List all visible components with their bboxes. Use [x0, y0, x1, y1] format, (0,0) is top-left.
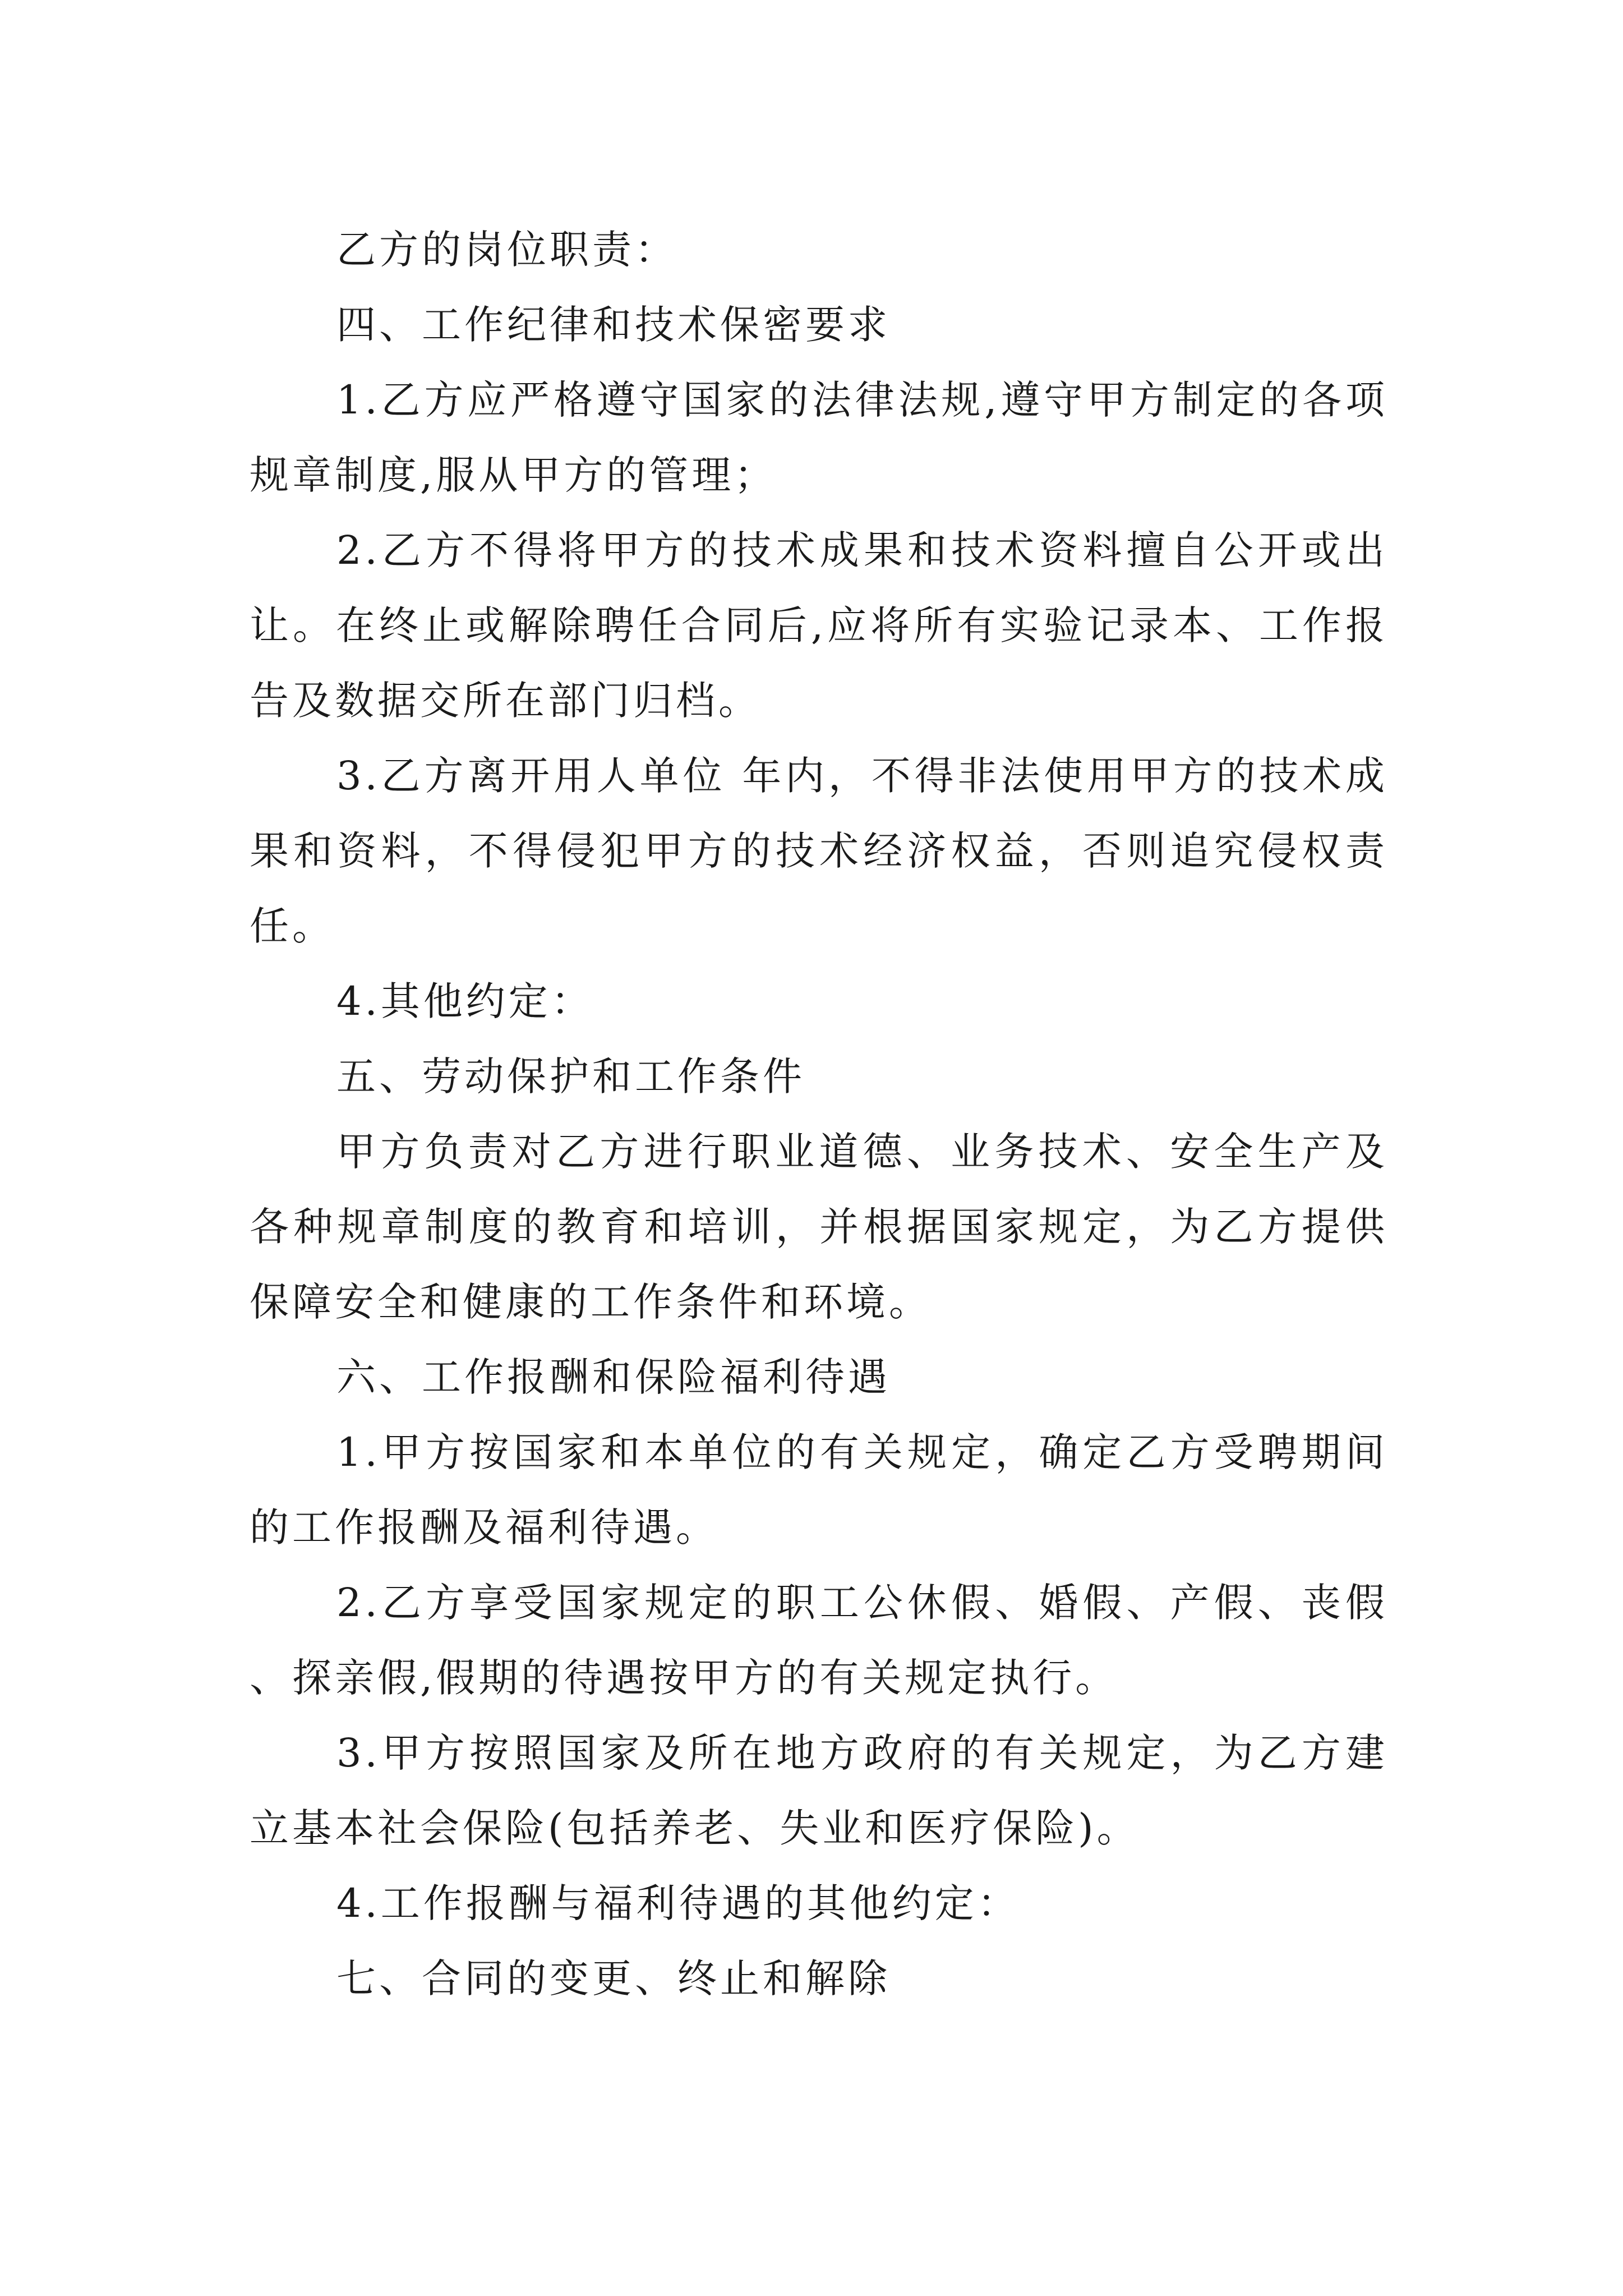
paragraph-6-2: 2.乙方享受国家规定的职工公休假、婚假、产假、丧假、探亲假,假期的待遇按甲方的有关规定执行。 [250, 1580, 1388, 1701]
paragraph-4-3: 3.乙方离开用人单位 年内，不得非法使用甲方的技术成果和资料，不得侵犯甲方的技术经济权益，否则追究侵权责任。 [250, 753, 1388, 949]
document-body [250, 212, 1388, 2016]
heading-section-4: 四、工作纪律和技术保密要求 [336, 302, 891, 348]
paragraph-6-3: 3.甲方按照国家及所在地方政府的有关规定，为乙方建立基本社会保险(包括养老、失业和医疗保险)。 [250, 1730, 1388, 1851]
paragraph-4-1: 1.乙方应严格遵守国家的法律法规,遵守甲方制定的各项规章制度,服从甲方的管理； [250, 377, 1388, 498]
heading-section-7: 七、合同的变更、终止和解除 [336, 1955, 891, 2001]
heading-section-5: 五、劳动保护和工作条件 [336, 1053, 805, 1099]
heading-section-6: 六、工作报酬和保险福利待遇 [336, 1354, 891, 1400]
paragraph-4-2: 2.乙方不得将甲方的技术成果和技术资料擅自公开或出让。在终止或解除聘任合同后,应将所有实验记录本、工作报告及数据交所在部门归档。 [250, 527, 1388, 724]
paragraph-duties: 乙方的岗位职责： [336, 227, 677, 273]
paragraph-6-4: 4.工作报酬与福利待遇的其他约定： [336, 1880, 1020, 1926]
paragraph-4-4: 4.其他约定： [336, 978, 594, 1024]
paragraph-5-body: 甲方负责对乙方进行职业道德、业务技术、安全生产及各种规章制度的教育和培训，并根据国家规定，为乙方提供保障安全和健康的工作条件和环境。 [250, 1129, 1388, 1325]
paragraph-6-1: 1.甲方按国家和本单位的有关规定，确定乙方受聘期间的工作报酬及福利待遇。 [250, 1429, 1388, 1550]
